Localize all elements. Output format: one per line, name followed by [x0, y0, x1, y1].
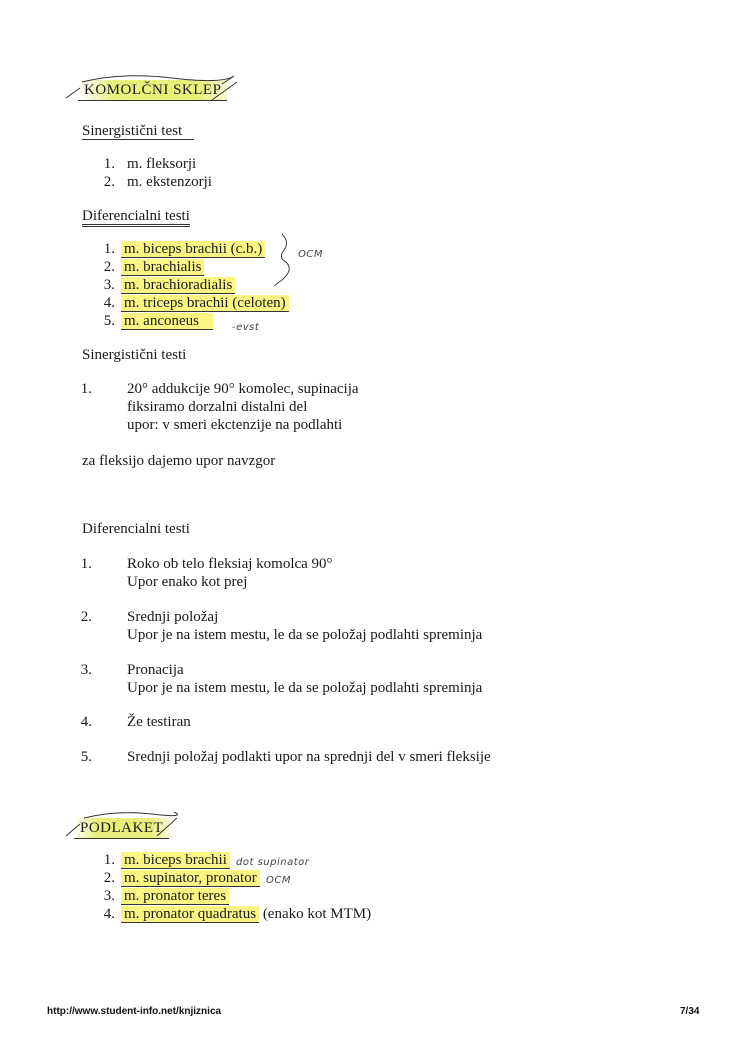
- list-item: m. biceps brachii (c.b.): [121, 240, 265, 258]
- list-item: Upor enako kot prej: [127, 574, 248, 590]
- synergistic-test-title: Sinergistični test: [82, 122, 194, 140]
- list-item: fiksiramo dorzalni distalni del: [127, 399, 308, 415]
- list-item: upor: v smeri ekctenzije na podlahti: [127, 417, 343, 433]
- synergistic-tests-title: Sinergistični testi: [82, 347, 187, 363]
- list-item: Pronacija: [127, 662, 184, 678]
- list-item: Roko ob telo fleksiaj komolca 90°: [127, 556, 333, 572]
- list-item: m. brachialis: [121, 258, 204, 276]
- list-item: Upor je na istem mestu, le da se položaj podlahti spreminja: [127, 680, 483, 696]
- elbow-heading-text: KOMOLČNI SKLEP: [84, 82, 222, 98]
- list-item: m. brachioradialis: [121, 276, 235, 294]
- forearm-heading-text: PODLAKET: [80, 820, 164, 836]
- differential-tests-title-2: Diferencialni testi: [82, 521, 190, 537]
- forearm-scribble-icon: [62, 808, 182, 844]
- list-item: m. triceps brachii (celoten): [121, 294, 289, 312]
- list-item: Že testiran: [127, 714, 191, 730]
- list-item: Upor je na istem mestu, le da se položaj podlahti spreminja: [127, 627, 483, 643]
- handwritten-note-evst: -evst: [232, 322, 260, 333]
- handwritten-note-ocm-2: OCM: [266, 875, 291, 886]
- heading-scribble-icon: [62, 70, 242, 110]
- list-item: m. anconeus: [121, 312, 213, 330]
- list-item: Srednji položaj: [127, 609, 219, 625]
- list-item: m. ekstenzorji: [127, 174, 212, 190]
- list-item: m. biceps brachii: [121, 851, 230, 869]
- flexion-note: za fleksijo dajemo upor navzgor: [82, 453, 276, 469]
- page-number: 7/34: [680, 1006, 700, 1017]
- list-item: 20° addukcije 90° komolec, supinacija: [127, 381, 359, 397]
- list-item: m. pronator quadratus (enako kot MTM): [121, 905, 371, 923]
- handwritten-note-dot-supinator: dot supinator: [236, 857, 310, 868]
- handwritten-note-ocm: OCM: [298, 249, 323, 260]
- list-item: m. supinator, pronator: [121, 869, 260, 887]
- list-item: m. fleksorji: [127, 156, 197, 172]
- differential-tests-title: Diferencialni testi: [82, 207, 190, 225]
- list-item: m. pronator teres: [121, 887, 229, 905]
- footer-url[interactable]: http://www.student-info.net/knjiznica: [47, 1006, 222, 1017]
- list-item: Srednji položaj podlakti upor na sprednji del v smeri fleksije: [127, 749, 491, 765]
